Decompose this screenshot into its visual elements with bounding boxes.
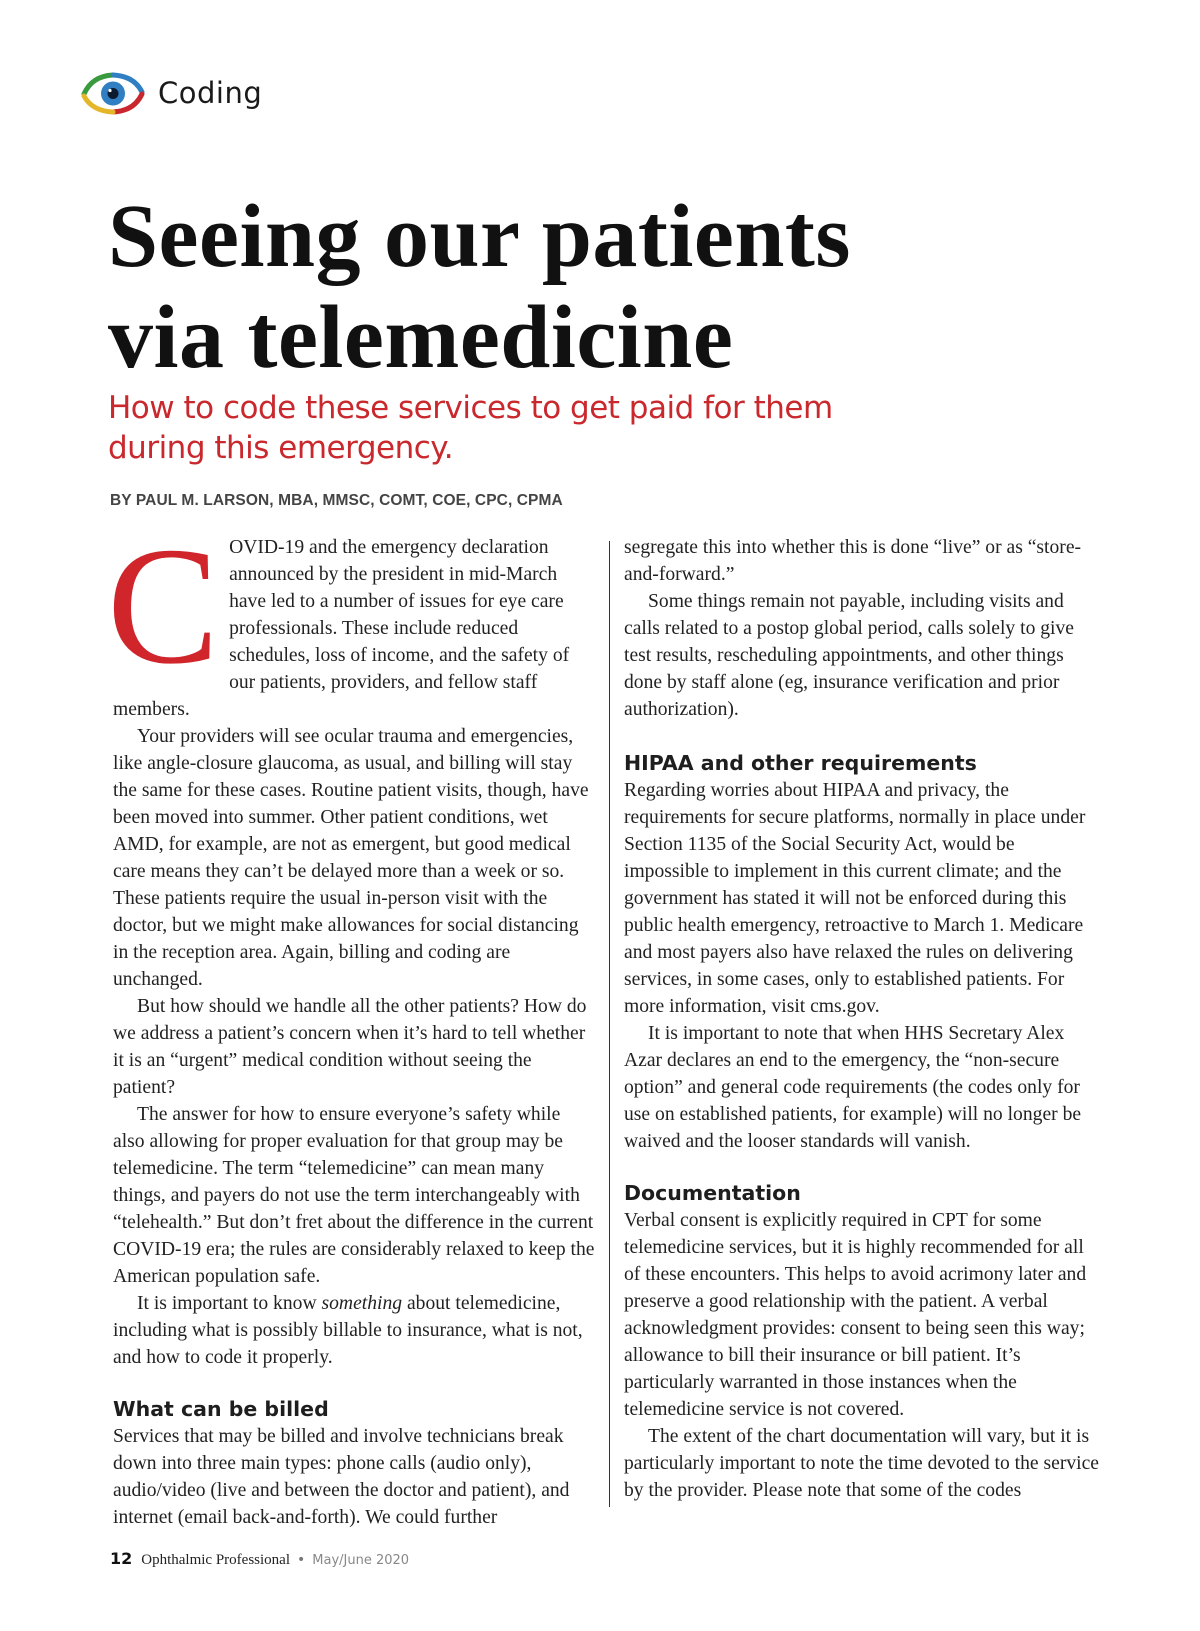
section-header xyxy=(80,70,262,116)
text-run: about telemedicine, including what is possibly billable to insurance, what is not, and how to code it properly. xyxy=(113,1293,583,1368)
byline: BY PAUL M. LARSON, MBA, MMSC, COMT, COE, CPC, CPMA xyxy=(110,492,563,509)
paragraph: It is important to note that when HHS Secretary Alex Azar declares an end to the emergency, the “non-secure option” and general code requirements (the codes only for use on established patients, for example) will no longer be waived and the looser standards will vanish. xyxy=(624,1023,1082,1152)
paragraph: segregate this into whether this is done “live” or as “store-and-forward.” xyxy=(624,537,1082,585)
paragraph: The answer for how to ensure everyone’s safety while also allowing for proper evaluation for that group may be telemedicine. The term “telemedicine” can mean many things, and payers do not use the term interchangeably with “telehealth.” But don’t fret about the difference in the current COVID-19 era; the rules are considerably relaxed to keep the American population safe. xyxy=(113,1104,595,1287)
title-line-1: Seeing our patients xyxy=(108,187,851,286)
section-label: Coding xyxy=(158,76,263,110)
right-column xyxy=(624,534,1104,1504)
issue-date: May/June 2020 xyxy=(312,1553,410,1568)
eye-icon xyxy=(80,70,146,116)
intro-paragraph xyxy=(107,513,595,723)
paragraph: But how should we handle all the other patients? How do we address a patient’s concern when it’s hard to tell whether it is an “urgent” medical condition without seeing the patient? xyxy=(113,996,587,1098)
emphasis: something xyxy=(321,1293,403,1314)
column-divider xyxy=(609,541,610,1507)
intro-text: OVID-19 and the emergency declaration announced by the president in mid-March have led to a number of issues for eye care professionals. These include reduced schedules, loss of income, and the safety of our patients, providers, and fellow staff members. xyxy=(113,537,570,720)
paragraph: Your providers will see ocular trauma and emergencies, like angle-closure glaucoma, as usual, and billing will stay the same for these cases. Routine patient visits, though, have been moved into summer. Other patient conditions, wet AMD, for example, are not as emergent, but good medical care means they can’t be delayed more than a week or so. These patients require the usual in-person visit with the doctor, but we might make allowances for social distancing in the reception area. Again, billing and coding are unchanged. xyxy=(113,726,589,990)
heading-hipaa: HIPAA and other requirements xyxy=(624,751,977,775)
page-number: 12 xyxy=(110,1549,133,1568)
paragraph: Regarding worries about HIPAA and privacy, the requirements for secure platforms, normally in place under Section 1135 of the Social Security Act, would be impossible to implement in this current climate; and the government has stated it will not be enforced during this public health emergency, retroactive to March 1. Medicare and most payers also have relaxed the rules on delivering services, in some cases, only to established patients. For more information, visit cms.gov. xyxy=(624,780,1086,1017)
separator-dot: • xyxy=(297,1552,306,1568)
heading-what-can-be-billed: What can be billed xyxy=(113,1397,329,1421)
heading-documentation: Documentation xyxy=(624,1181,801,1205)
paragraph: Services that may be billed and involve technicians break down into three main types: phone calls (audio only), audio/video (live and between the doctor and patient), and internet (email back-and-forth). We could further xyxy=(113,1426,570,1528)
drop-cap: C xyxy=(107,513,220,699)
article-title xyxy=(108,186,1008,388)
paragraph: The extent of the chart documentation will vary, but it is particularly important to note the time devoted to the service by the provider. Please note that some of the codes xyxy=(624,1426,1099,1501)
article-subtitle: How to code these services to get paid for them during this emergency. xyxy=(108,390,833,466)
paragraph: Verbal consent is explicitly required in CPT for some telemedicine services, but it is highly recommended for all of these encounters. This helps to avoid acrimony later and preserve a good relationship with the patient. A verbal acknowledgment provides: consent to being seen this way; allowance to bill their insurance or bill patient. It’s particularly warranted in those instances when the telemedicine service is not covered. xyxy=(624,1210,1087,1420)
text-run: It is important to know xyxy=(137,1293,322,1314)
publication-name: Ophthalmic Professional xyxy=(141,1552,290,1568)
left-column xyxy=(107,513,595,1531)
title-line-2: via telemedicine xyxy=(108,288,734,387)
page-footer xyxy=(110,1549,409,1569)
paragraph: Some things remain not payable, including visits and calls related to a postop global period, calls solely to give test results, rescheduling appointments, and other things done by staff alone (eg, insurance verification and prior authorization). xyxy=(624,591,1074,720)
paragraph xyxy=(113,1290,595,1371)
